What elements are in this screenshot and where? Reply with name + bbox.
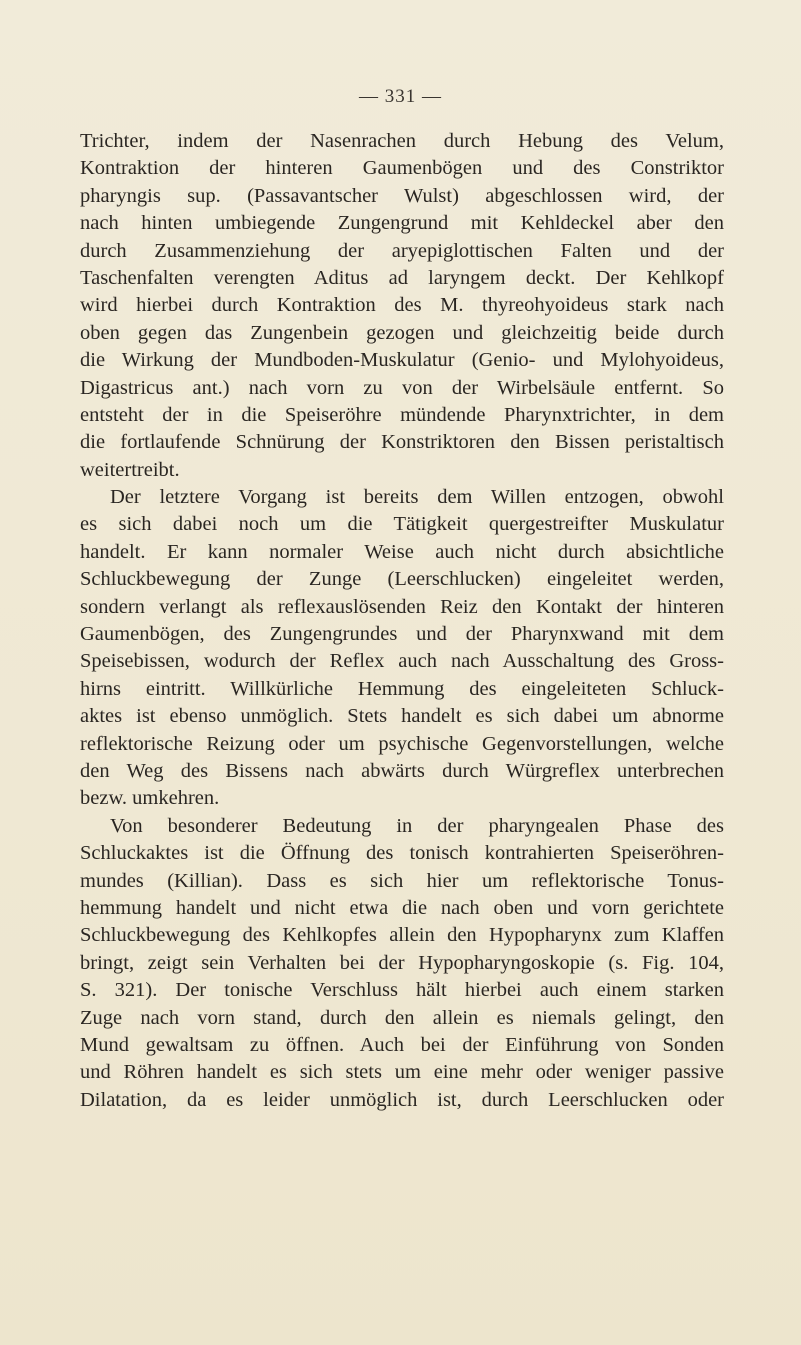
text-line: Kontraktion der hinteren Gaumenbögen und des Constriktor xyxy=(80,157,724,180)
text-line: mundes (Killian). Dass es sich hier um reflektorische Tonus- xyxy=(80,869,724,892)
text-line: es sich dabei noch um die Tätigkeit quergestreifter Muskulatur xyxy=(80,513,724,536)
text-line: Gaumenbögen, des Zungengrundes und der Pharynxwand mit dem xyxy=(80,623,724,646)
paragraph-start-line: Der letztere Vorgang ist bereits dem Willen entzogen, obwohl xyxy=(110,486,724,509)
text-line: S. 321). Der tonische Verschluss hält hierbei auch einem starken xyxy=(80,979,724,1002)
paragraph-start-line: Von besonderer Bedeutung in der pharyngealen Phase des xyxy=(110,814,724,837)
text-line: hirns eintritt. Willkürliche Hemmung des eingeleiteten Schluck- xyxy=(80,677,724,700)
text-line: Mund gewaltsam zu öffnen. Auch bei der Einführung von Sonden xyxy=(80,1033,724,1056)
text-line: Dilatation, da es leider unmöglich ist, durch Leerschlucken oder xyxy=(80,1088,724,1111)
paragraph-end-line: weitertreibt. xyxy=(80,458,180,481)
text-line: sondern verlangt als reflexauslösenden Reiz den Kontakt der hinteren xyxy=(80,595,724,618)
text-line: Zuge nach vorn stand, durch den allein es niemals gelingt, den xyxy=(80,1006,724,1029)
text-line: und Röhren handelt es sich stets um eine mehr oder weniger passive xyxy=(80,1061,724,1084)
text-line: den Weg des Bissens nach abwärts durch Würgreflex unterbrechen xyxy=(80,759,724,782)
text-line: Digastricus ant.) nach vorn zu von der Wirbelsäule entfernt. So xyxy=(80,376,724,399)
text-line: handelt. Er kann normaler Weise auch nicht durch absichtliche xyxy=(80,540,724,563)
paragraph-end-line: bezw. umkehren. xyxy=(80,787,220,810)
text-line: hemmung handelt und nicht etwa die nach oben und vorn gerichtete xyxy=(80,896,724,919)
text-line: Schluckbewegung der Zunge (Leerschlucken) eingeleitet werden, xyxy=(80,568,724,591)
text-line: Schluckbewegung des Kehlkopfes allein den Hypopharynx zum Klaffen xyxy=(80,924,724,947)
text-line: Taschenfalten verengten Aditus ad laryngem deckt. Der Kehlkopf xyxy=(80,266,724,289)
text-line: Speisebissen, wodurch der Reflex auch nach Ausschaltung des Gross- xyxy=(80,650,724,673)
text-line: aktes ist ebenso unmöglich. Stets handelt es sich dabei um abnorme xyxy=(80,705,724,728)
text-line: reflektorische Reizung oder um psychische Gegenvorstellungen, welche xyxy=(80,732,724,755)
body-text xyxy=(80,128,724,1114)
text-line: nach hinten umbiegende Zungengrund mit Kehldeckel aber den xyxy=(80,212,724,235)
text-line: wird hierbei durch Kontraktion des M. thyreohyoideus stark nach xyxy=(80,294,724,317)
text-line: entsteht der in die Speiseröhre mündende Pharynxtrichter, in dem xyxy=(80,403,724,426)
text-line: Schluckaktes ist die Öffnung des tonisch kontrahierten Speiseröhren- xyxy=(80,842,724,865)
text-line: oben gegen das Zungenbein gezogen und gleichzeitig beide durch xyxy=(80,321,724,344)
text-line: pharyngis sup. (Passavantscher Wulst) abgeschlossen wird, der xyxy=(80,184,724,207)
page-number: — 331 — xyxy=(359,86,442,107)
text-line: durch Zusammenziehung der aryepiglottischen Falten und der xyxy=(80,239,724,262)
text-line: bringt, zeigt sein Verhalten bei der Hypopharyngoskopie (s. Fig. 104, xyxy=(80,951,724,974)
text-line: die fortlaufende Schnürung der Konstriktoren den Bissen peristaltisch xyxy=(80,431,724,454)
text-line: Trichter, indem der Nasenrachen durch Hebung des Velum, xyxy=(80,130,724,152)
text-line: die Wirkung der Mundboden-Muskulatur (Genio- und Mylohyoideus, xyxy=(80,349,724,372)
